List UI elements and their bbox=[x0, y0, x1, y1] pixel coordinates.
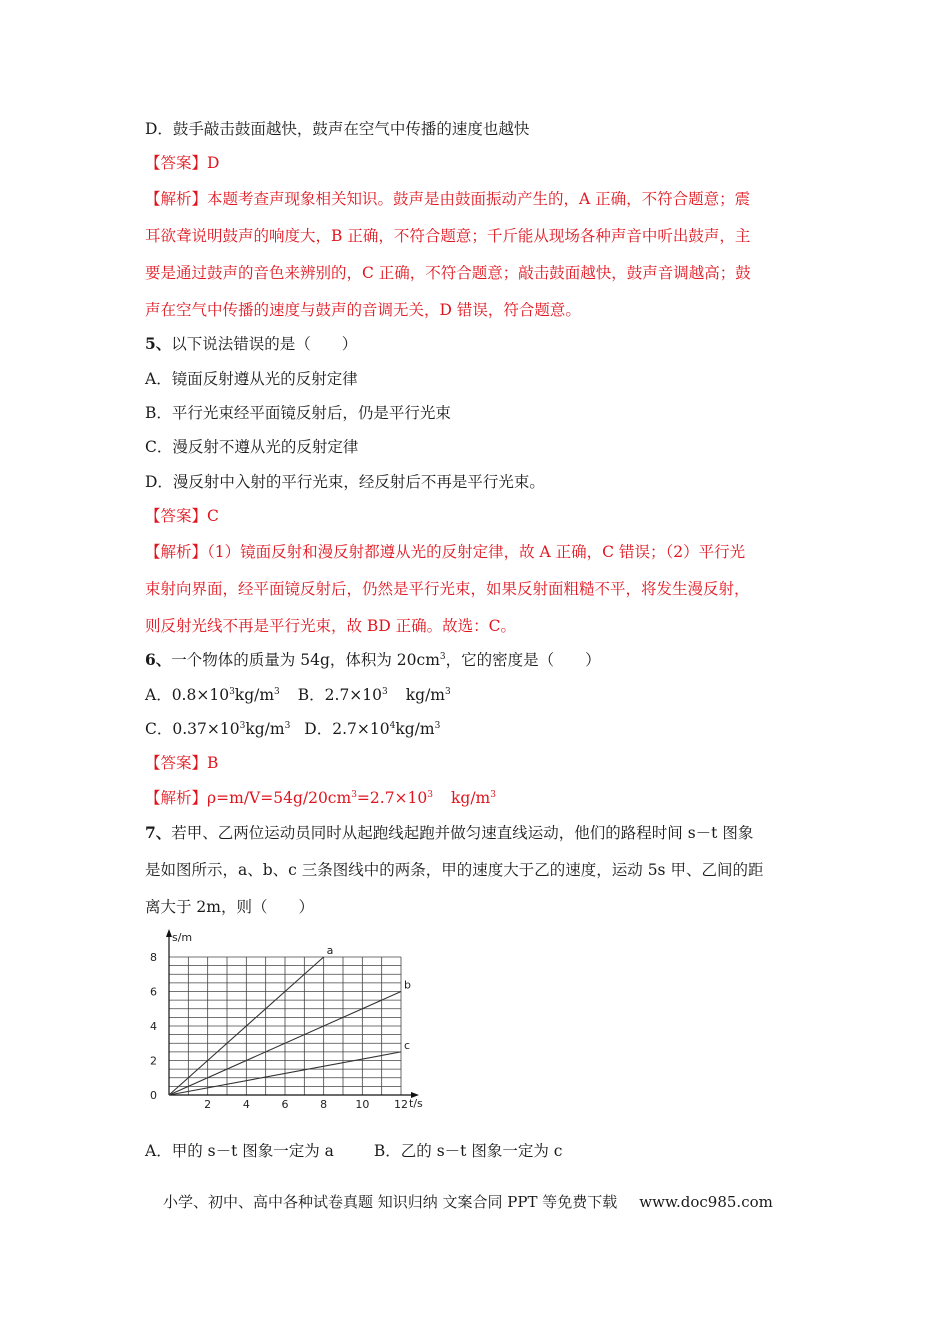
q6-stem-text: 一个物体的质量为 54g，体积为 20cm bbox=[171, 651, 440, 669]
q5-analysis-line-2: 束射向界面，经平面镜反射后，仍然是平行光束，如果反射面粗糙不平，将发生漫反射， bbox=[145, 580, 750, 598]
q6-option-a: A．$0.8\times 10^3kg/m^3$ bbox=[145, 686, 280, 704]
q4-analysis-line-4: 声在空气中传播的速度与鼓声的音调无关，D 错误，符合题意。 bbox=[145, 301, 581, 319]
analysis-tag: 【解析】 bbox=[145, 789, 208, 807]
q5-stem-text: 以下说法错误的是（ ） bbox=[171, 335, 358, 353]
q7-option-b: B．乙的 s－t 图象一定为 c bbox=[373, 1142, 563, 1160]
q5-option-c: C．漫反射不遵从光的反射定律 bbox=[145, 438, 359, 456]
q6-options-cd bbox=[145, 719, 815, 739]
footer-url[interactable]: www.doc985.com bbox=[639, 1193, 773, 1211]
q5-stem bbox=[145, 334, 815, 354]
q4-analysis-line-1 bbox=[145, 189, 815, 209]
y-axis-label: s/m bbox=[172, 931, 193, 944]
y-tick-label: 2 bbox=[150, 1054, 157, 1068]
q4-analysis-line-2: 耳欲聋说明鼓声的响度大，B 正确，不符合题意；千斤能从现场各种声音中听出鼓声，主 bbox=[145, 227, 751, 245]
chart-grid bbox=[169, 957, 401, 1095]
answer-tag: 【答案】 bbox=[145, 507, 208, 525]
q6-option-b: B．$2.7\times 10^3$ $kg/m^3$ bbox=[297, 686, 451, 704]
chart-series bbox=[169, 944, 411, 1095]
footer bbox=[163, 1191, 803, 1212]
q6-stem bbox=[145, 650, 815, 670]
q7-stem-line-2: 是如图所示，a、b、c 三条图线中的两条，甲的速度大于乙的速度，运动 5s 甲、乙间的距 bbox=[145, 861, 764, 879]
x-tick-label: 4 bbox=[242, 1098, 250, 1111]
q6-analysis: 【解析】$\rho=m/V=54g/20cm^3=2.7\times 10^3$ $kg/m^3$ bbox=[145, 789, 496, 807]
q5-analysis-line-3: 则反射光线不再是平行光束，故 BD 正确。故选：C。 bbox=[145, 617, 517, 635]
q4-analysis-line-3: 要是通过鼓声的音色来辨别的，C 正确，不符合题意；敲击鼓面越快，鼓声音调越高；鼓 bbox=[145, 264, 751, 282]
q5-analysis-line-1 bbox=[145, 542, 815, 562]
answer-tag: 【答案】 bbox=[145, 154, 208, 172]
analysis-text: 本题考查声现象相关知识。鼓声是由鼓面振动产生的，A 正确，不符合题意；震 bbox=[207, 190, 751, 208]
series-label-a: a bbox=[326, 944, 334, 957]
analysis-tag: 【解析】 bbox=[145, 543, 208, 561]
answer-value: D bbox=[207, 154, 220, 172]
q4-option-d: D．鼓手敲击鼓面越快，鼓声在空气中传播的速度也越快 bbox=[145, 120, 530, 138]
x-axis-label: t/s bbox=[409, 1097, 423, 1110]
q6-answer bbox=[145, 753, 815, 773]
analysis-text: （1）镜面反射和漫反射都遵从光的反射定律，故 A 正确，C 错误；（2）平行光 bbox=[207, 543, 746, 561]
q6-stem-tail: ，它的密度是（ ） bbox=[445, 651, 601, 669]
x-tick-label: 10 bbox=[355, 1098, 370, 1111]
q6-stem-sup: 3 bbox=[439, 652, 446, 662]
q5-answer bbox=[145, 506, 815, 526]
q7-stem-text: 若甲、乙两位运动员同时从起跑线起跑并做匀速直线运动，他们的路程时间 s－t 图象 bbox=[171, 824, 754, 842]
chart-axes bbox=[166, 929, 419, 1098]
x-tick-label: 6 bbox=[281, 1098, 289, 1111]
series-label-c: c bbox=[404, 1038, 411, 1052]
x-tick-label: 2 bbox=[204, 1098, 212, 1111]
answer-tag: 【答案】 bbox=[145, 754, 208, 772]
x-tick-label: 12 bbox=[394, 1098, 408, 1111]
q4-answer bbox=[145, 153, 815, 173]
y-tick-label: 0 bbox=[150, 1089, 157, 1102]
q6-options-ab bbox=[145, 685, 815, 705]
y-tick-label: 8 bbox=[150, 951, 157, 964]
analysis-tag: 【解析】 bbox=[145, 190, 208, 208]
q7-options bbox=[145, 1141, 815, 1161]
y-tick-label: 6 bbox=[150, 985, 157, 999]
q5-number: 5、 bbox=[145, 334, 172, 353]
q7-stem-line-3: 离大于 2m，则（ ） bbox=[145, 898, 314, 916]
q6-option-c: C．$0.37\times 10^3kg/m^3$ bbox=[145, 720, 291, 738]
answer-value: B bbox=[207, 754, 219, 772]
q7-option-a: A．甲的 s－t 图象一定为 a bbox=[145, 1142, 334, 1160]
q7-stem-line-1 bbox=[145, 823, 815, 843]
st-graph bbox=[145, 927, 435, 1117]
q6-option-d: D．$2.7\times 10^4kg/m^3$ bbox=[304, 720, 441, 738]
x-tick-label: 8 bbox=[320, 1098, 328, 1111]
q6-number: 6、 bbox=[145, 650, 172, 669]
q7-number: 7、 bbox=[145, 823, 172, 842]
footer-text: 小学、初中、高中各种试卷真题 知识归纳 文案合同 PPT 等免费下载 bbox=[163, 1193, 618, 1211]
series-label-b: b bbox=[404, 978, 411, 992]
y-tick-label: 4 bbox=[150, 1020, 157, 1033]
answer-value: C bbox=[207, 507, 219, 525]
q5-option-a: A．镜面反射遵从光的反射定律 bbox=[145, 370, 358, 388]
q5-option-b: B．平行光束经平面镜反射后，仍是平行光束 bbox=[145, 404, 451, 422]
q5-option-d: D．漫反射中入射的平行光束，经反射后不再是平行光束。 bbox=[145, 473, 545, 491]
